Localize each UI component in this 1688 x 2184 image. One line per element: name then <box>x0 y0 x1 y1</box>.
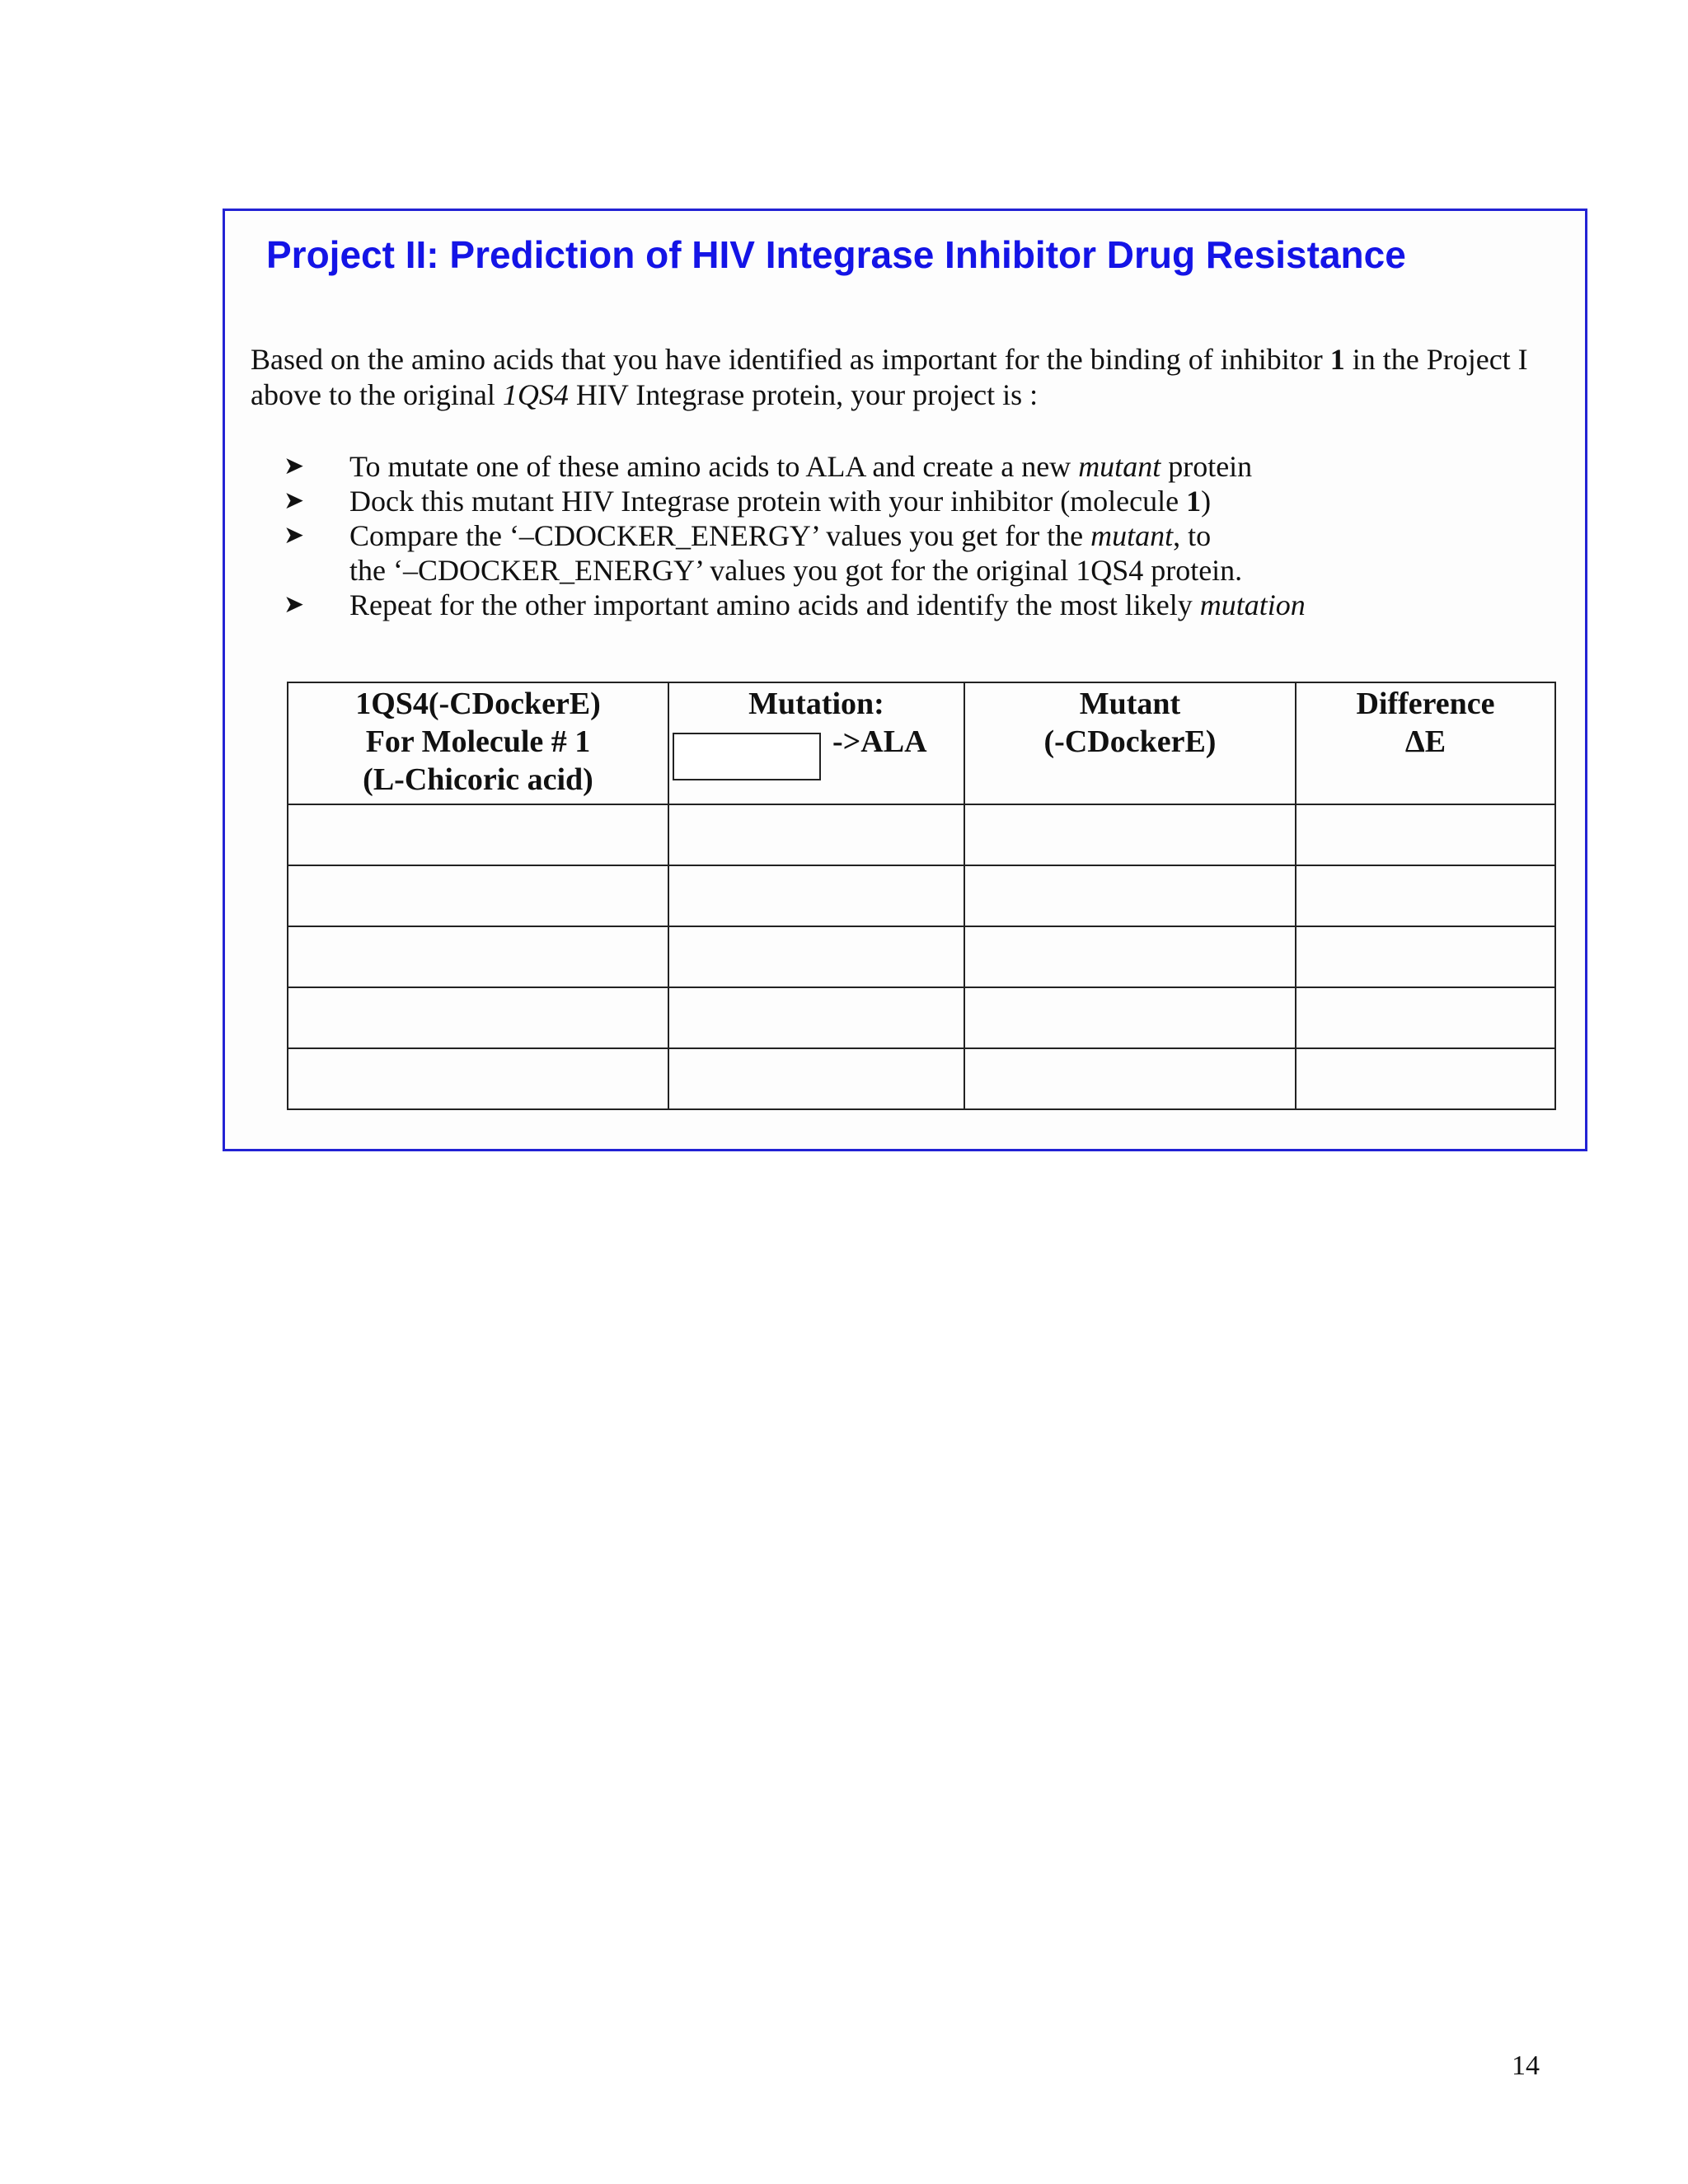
table-cell[interactable] <box>668 804 964 865</box>
arrow-bullet-icon: ➤ <box>284 590 305 619</box>
header-original-energy <box>288 682 668 804</box>
intro-text-2: in the Project I above to the original <box>251 343 1528 411</box>
table-cell[interactable] <box>288 865 668 926</box>
table-cell[interactable] <box>964 987 1296 1048</box>
bullet-3-text-c: the ‘–CDOCKER_ENERGY’ values you got for the original 1QS4 protein. <box>349 554 1243 587</box>
intro-text-3: HIV Integrase protein, your project is : <box>568 378 1039 411</box>
bullet-4-italic: mutation <box>1199 588 1306 621</box>
header-line: For Molecule # 1 <box>365 724 591 759</box>
header-line: (L-Chicoric acid) <box>363 762 593 797</box>
table-cell[interactable] <box>288 804 668 865</box>
bullet-2-bold: 1 <box>1186 485 1202 518</box>
page-title: Project II: Prediction of HIV Integrase Inhibitor Drug Resistance <box>266 233 1406 276</box>
list-item <box>251 518 1536 588</box>
table-cell[interactable] <box>1296 804 1555 865</box>
list-item <box>251 588 1536 622</box>
header-line: (-CDockerE) <box>1043 724 1217 759</box>
table-cell[interactable] <box>668 1048 964 1109</box>
list-item <box>251 484 1536 518</box>
header-mutant-energy <box>964 682 1296 804</box>
table-row <box>288 987 1555 1048</box>
table-cell[interactable] <box>288 926 668 987</box>
mutation-residue-field[interactable] <box>673 733 821 780</box>
table-row <box>288 865 1555 926</box>
table-cell[interactable] <box>964 865 1296 926</box>
table-cell[interactable] <box>288 1048 668 1109</box>
table-cell[interactable] <box>1296 865 1555 926</box>
table-cell[interactable] <box>288 987 668 1048</box>
header-difference <box>1296 682 1555 804</box>
arrow-bullet-icon: ➤ <box>284 452 305 480</box>
table-header-row <box>288 682 1555 804</box>
arrow-bullet-icon: ➤ <box>284 486 305 515</box>
header-line: Difference <box>1356 687 1495 721</box>
table-cell[interactable] <box>668 926 964 987</box>
project-box <box>223 209 1587 1151</box>
intro-text-1: Based on the amino acids that you have identified as important for the binding of inhibitor <box>251 343 1330 376</box>
header-line: 1QS4(-CDockerE) <box>355 687 601 721</box>
intro-paragraph <box>251 342 1569 413</box>
table-cell[interactable] <box>668 987 964 1048</box>
table-row <box>288 1048 1555 1109</box>
bullet-2-text-a: Dock this mutant HIV Integrase protein with your inhibitor (molecule <box>349 485 1187 518</box>
table-row <box>288 804 1555 865</box>
bullet-3-italic: mutant <box>1090 519 1174 552</box>
list-item <box>251 449 1536 484</box>
mutation-suffix: ->ALA <box>832 724 927 759</box>
task-list <box>251 449 1536 622</box>
header-mutation <box>668 682 964 804</box>
table-cell[interactable] <box>964 926 1296 987</box>
table-cell[interactable] <box>668 865 964 926</box>
arrow-bullet-icon: ➤ <box>284 521 305 550</box>
table-row <box>288 926 1555 987</box>
table-cell[interactable] <box>964 1048 1296 1109</box>
table-cell[interactable] <box>964 804 1296 865</box>
bullet-1-text-a: To mutate one of these amino acids to ALA and create a new <box>349 450 1079 483</box>
bullet-2-text-b: ) <box>1201 485 1212 518</box>
header-line: Mutant <box>1079 687 1181 721</box>
bullet-4-text-a: Repeat for the other important amino acids and identify the most likely <box>349 588 1200 621</box>
intro-molecule-number: 1 <box>1329 343 1345 376</box>
results-table <box>287 682 1556 1110</box>
header-line: Mutation: <box>748 687 884 721</box>
bullet-1-text-b: protein <box>1160 450 1253 483</box>
intro-protein-name: 1QS4 <box>502 378 569 411</box>
header-line: ΔE <box>1404 724 1447 759</box>
bullet-3-text-b: , to <box>1173 519 1212 552</box>
table-cell[interactable] <box>1296 926 1555 987</box>
bullet-3-text-a: Compare the ‘–CDOCKER_ENERGY’ values you get for the <box>349 519 1091 552</box>
table-cell[interactable] <box>1296 987 1555 1048</box>
table-cell[interactable] <box>1296 1048 1555 1109</box>
bullet-1-italic: mutant <box>1078 450 1161 483</box>
page-number: 14 <box>1512 2050 1540 2081</box>
